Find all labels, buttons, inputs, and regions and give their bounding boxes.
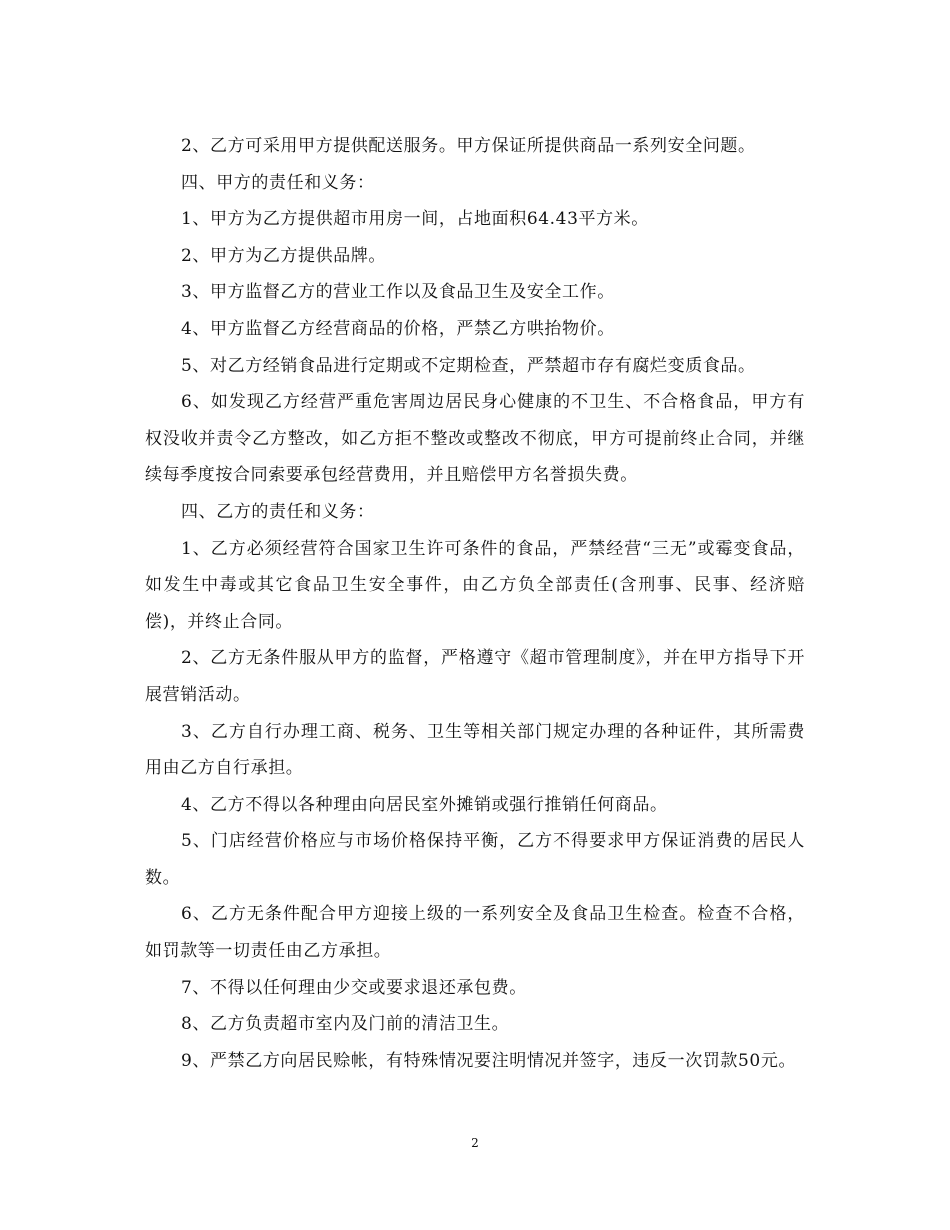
paragraph: 4、乙方不得以各种理由向居民室外摊销或强行推销任何商品。: [181, 794, 668, 815]
section-heading: 四、甲方的责任和义务：: [181, 172, 375, 193]
paragraph: 8、乙方负责超市室内及门前的清洁卫生。: [181, 1014, 510, 1035]
paragraph: 2、乙方无条件服从甲方的监督，严格遵守《超市管理制度》，并在甲方指导下开展营销活动。: [145, 648, 805, 705]
paragraph: 6、乙方无条件配合甲方迎接上级的一系列安全及食品卫生检查。检查不合格，如罚款等一切责任由乙方承担。: [145, 904, 805, 962]
paragraph: 7、不得以任何理由少交或要求退还承包费。: [181, 977, 527, 998]
paragraph: 3、甲方监督乙方的营业工作以及食品卫生及安全工作。: [181, 282, 615, 303]
paragraph: 3、乙方自行办理工商、税务、卫生等相关部门规定办理的各种证件，其所需费用由乙方自行承担。: [145, 721, 805, 779]
paragraph: 2、甲方为乙方提供品牌。: [181, 245, 387, 266]
paragraph: 1、乙方必须经营符合国家卫生许可条件的食品，严禁经营“三无”或霉变食品，如发生中毒或其它食品卫生安全事件，由乙方负全部责任(含刑事、民事、经济赔偿)，并终止合同。: [145, 538, 805, 632]
paragraph: 2、乙方可采用甲方提供配送服务。甲方保证所提供商品一系列安全问题。: [181, 136, 756, 156]
paragraph: 1、甲方为乙方提供超市用房一间，占地面积64.43平方米。: [181, 209, 649, 230]
paragraph: 5、门店经营价格应与市场价格保持平衡，乙方不得要求甲方保证消费的居民人数。: [145, 831, 805, 888]
section-heading: 四、乙方的责任和义务：: [181, 501, 375, 522]
document-body: [145, 128, 805, 1079]
paragraph: 4、甲方监督乙方经营商品的价格，严禁乙方哄抬物价。: [181, 318, 615, 339]
page-number: 2: [471, 1136, 479, 1150]
paragraph: 9、严禁乙方向居民赊帐，有特殊情况要注明情况并签字，违反一次罚款50元。: [181, 1050, 797, 1071]
paragraph: 6、如发现乙方经营严重危害周边居民身心健康的不卫生、不合格食品，甲方有权没收并责令乙方整改，如乙方拒不整改或整改不彻底，甲方可提前终止合同，并继续每季度按合同索要承包经营费用，并且赔偿甲方名誉损失费。: [145, 392, 805, 486]
paragraph: 5、对乙方经销食品进行定期或不定期检查，严禁超市存有腐烂变质食品。: [181, 355, 756, 376]
